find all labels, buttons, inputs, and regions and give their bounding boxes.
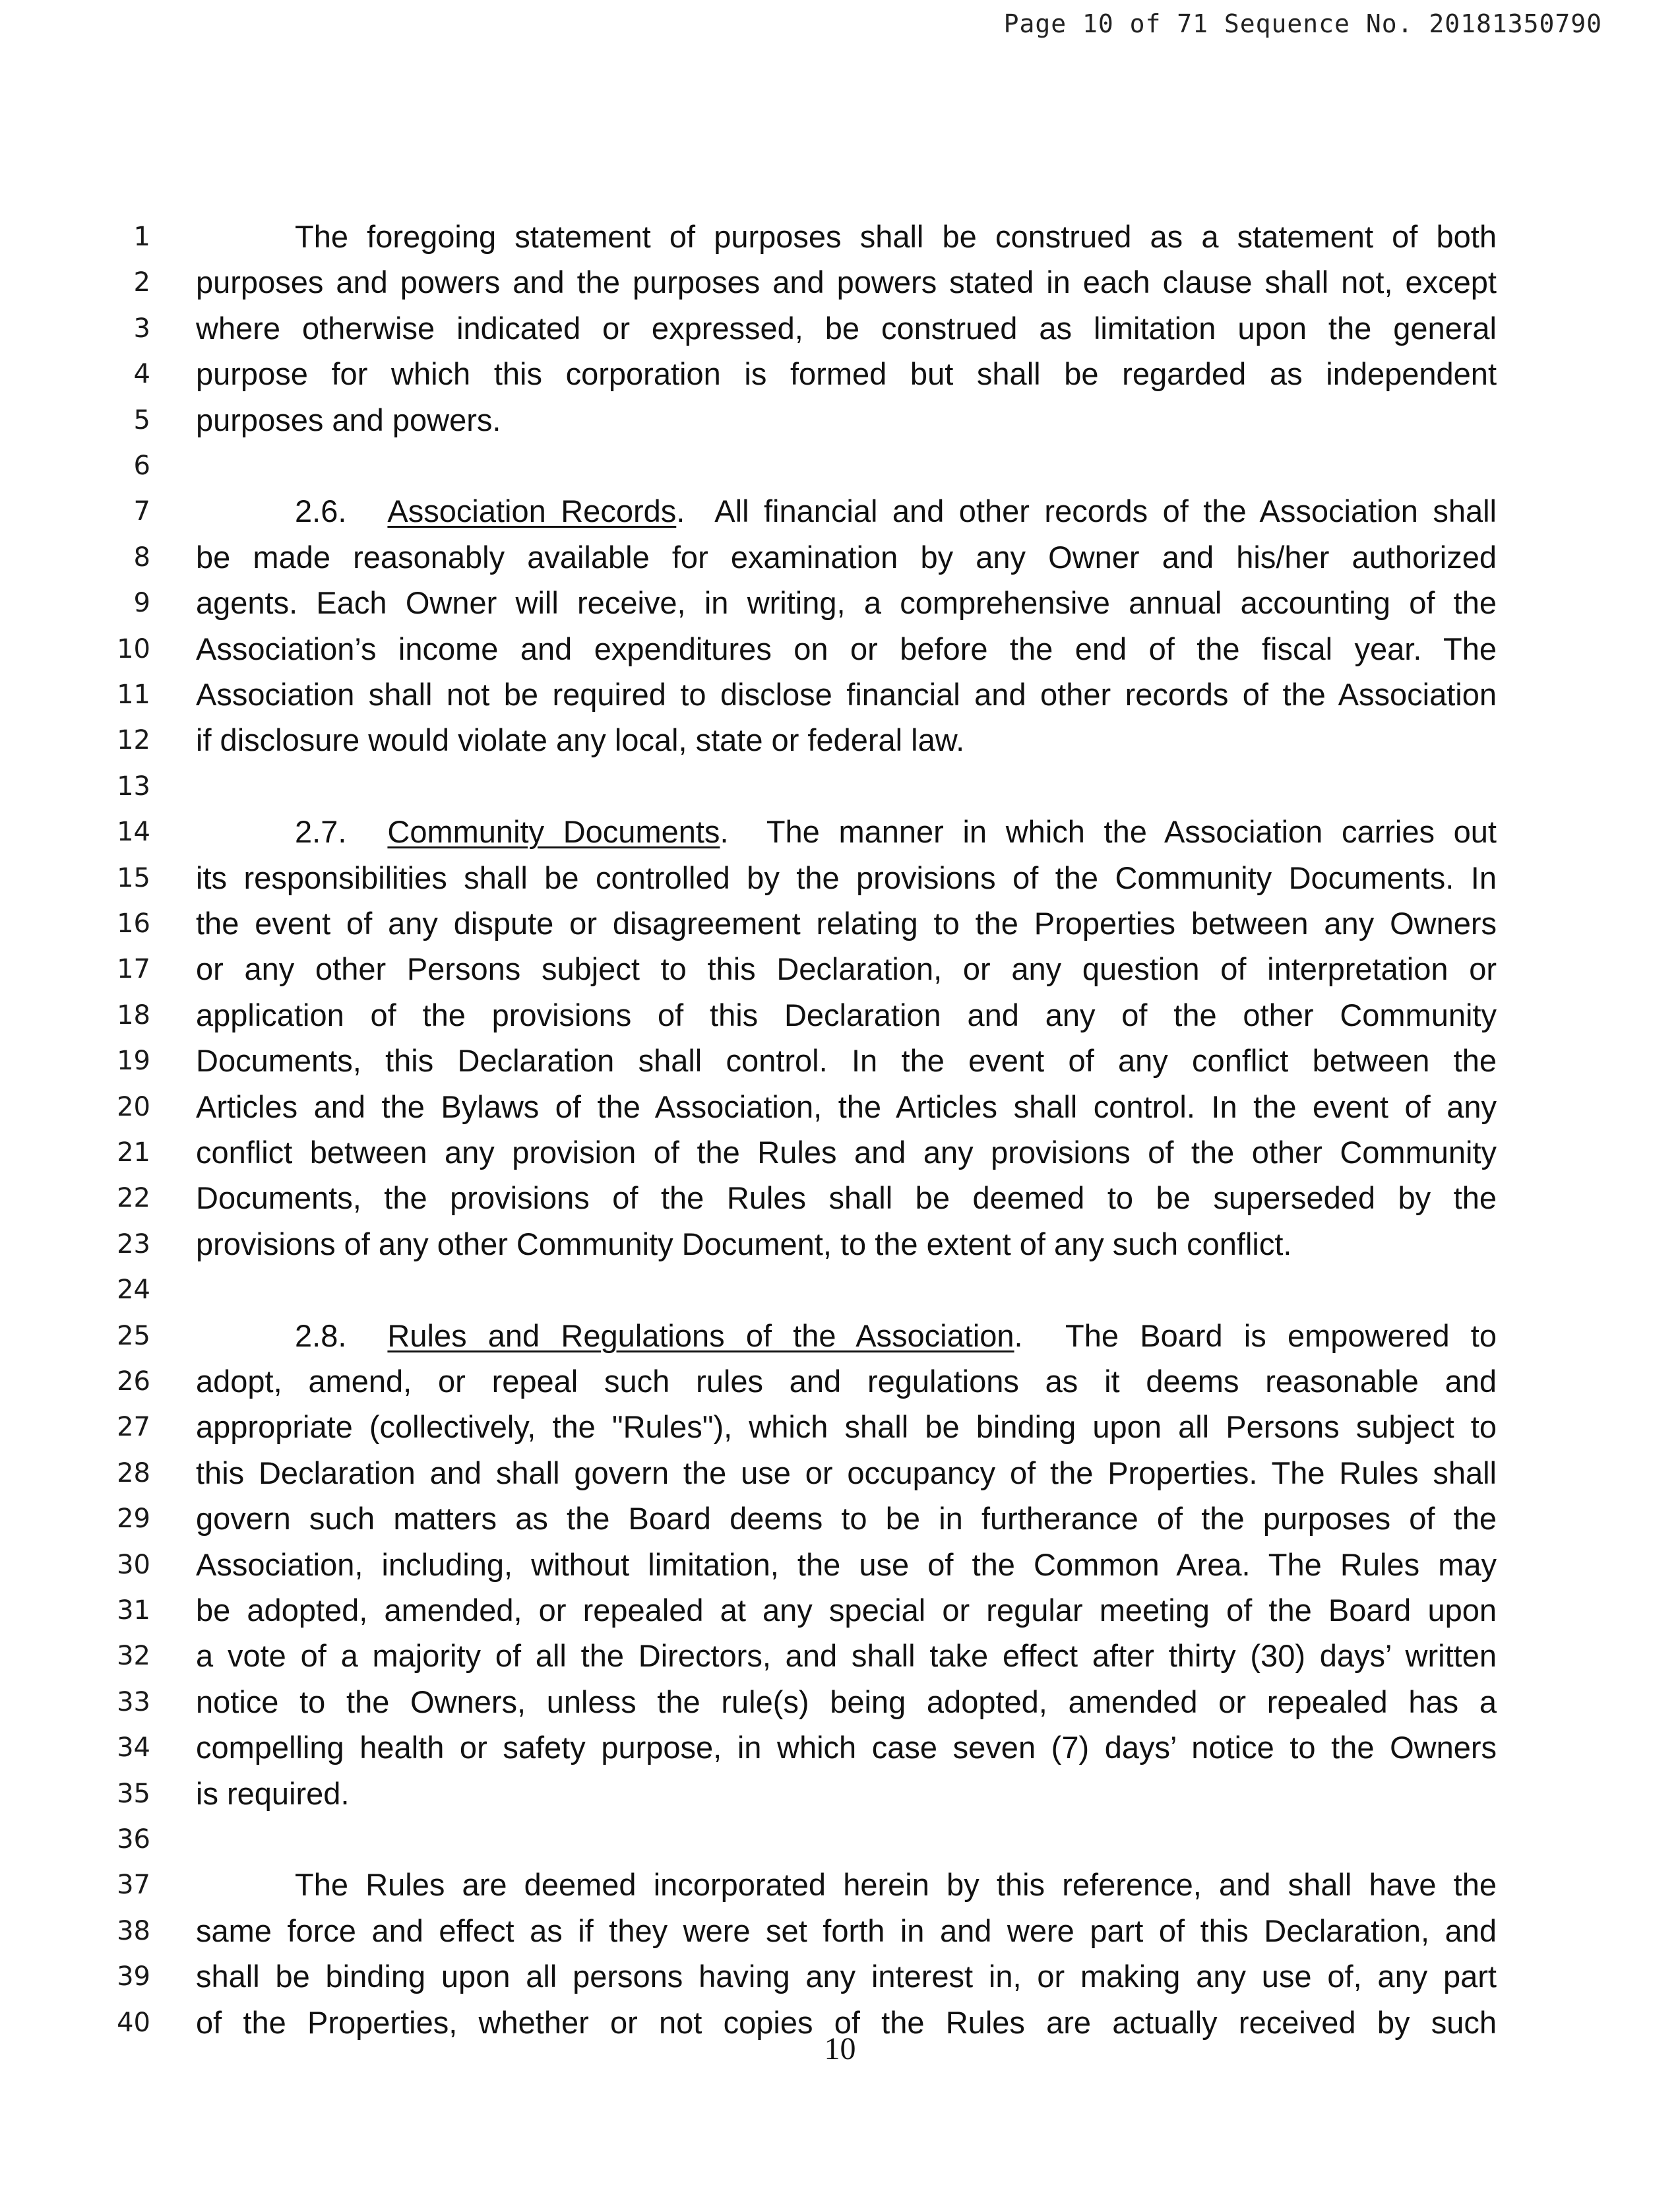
- document-line: [0, 1222, 1680, 1267]
- line-text: same force and effect as if they were set forth in and were part of this Declaration, and: [196, 1913, 1497, 1948]
- heading-period: .: [676, 493, 685, 529]
- line-text: adopt, amend, or repeal such rules and regulations as it deems reasonable and: [196, 1364, 1497, 1399]
- line-number: 17: [117, 954, 150, 985]
- document-line: [0, 1267, 1680, 1312]
- line-number: 33: [117, 1686, 150, 1717]
- line-number: 29: [117, 1504, 150, 1535]
- document-line: [0, 764, 1680, 809]
- line-number: 25: [117, 1320, 150, 1351]
- line-text: shall be binding upon all persons having any interest in, or making any use of, any part: [196, 1959, 1497, 1994]
- document-line: [0, 1314, 1680, 1358]
- line-text: where otherwise indicated or expressed, be construed as limitation upon the general: [196, 310, 1497, 346]
- line-number: 40: [117, 2007, 150, 2038]
- document-line: [0, 535, 1680, 580]
- document-line: [0, 1496, 1680, 1541]
- line-text: purposes and powers.: [196, 402, 501, 437]
- line-number: 35: [117, 1778, 150, 1809]
- line-text: a vote of a majority of all the Directors, and shall take effect after thirty (30) days’ written: [196, 1638, 1497, 1674]
- document-line: [0, 856, 1680, 901]
- line-number: 21: [117, 1137, 150, 1168]
- heading-period: .: [720, 814, 729, 850]
- document-line: [0, 718, 1680, 763]
- document-line: [0, 1862, 1680, 1907]
- line-text: agents. Each Owner will receive, in writing, a comprehensive annual accounting of the: [196, 585, 1497, 621]
- document-line: [0, 1817, 1680, 1862]
- section-heading: Association Records: [387, 493, 677, 529]
- heading-period: .: [1014, 1318, 1023, 1353]
- line-text: [295, 1314, 1497, 1358]
- section-heading: Community Documents: [387, 814, 720, 850]
- line-text: purpose for which this corporation is formed but shall be regarded as independent: [196, 356, 1497, 392]
- document-line: [0, 1405, 1680, 1449]
- line-text: conflict between any provision of the Rules and any provisions of the other Community: [196, 1135, 1497, 1170]
- document-line: [0, 1588, 1680, 1633]
- line-number: 23: [117, 1228, 150, 1259]
- line-text: the event of any dispute or disagreement relating to the Properties between any Owners: [196, 906, 1497, 941]
- line-number: 16: [117, 908, 150, 939]
- line-text: of the Properties, whether or not copies of the Rules are actually received by such: [196, 2004, 1497, 2040]
- line-text: Association’s income and expenditures on or before the end of the fiscal year. The: [196, 631, 1497, 666]
- section-number: 2.6.: [295, 493, 347, 529]
- document-line: [0, 214, 1680, 259]
- line-text: Association, including, without limitation, the use of the Common Area. The Rules may: [196, 1546, 1497, 1582]
- document-line: [0, 1359, 1680, 1404]
- line-number: 36: [117, 1824, 150, 1855]
- document-line: [0, 1176, 1680, 1221]
- document-line: [0, 993, 1680, 1038]
- line-text: be adopted, amended, or repealed at any special or regular meeting of the Board upon: [196, 1593, 1497, 1628]
- line-number: 2: [133, 267, 150, 298]
- document-line: [0, 1680, 1680, 1725]
- line-text: be made reasonably available for examination by any Owner and his/her authorized: [196, 539, 1497, 575]
- document-line: [0, 1771, 1680, 1816]
- line-number: 31: [117, 1595, 150, 1626]
- document-line: [0, 581, 1680, 625]
- line-number: 39: [117, 1961, 150, 1992]
- line-number: 24: [117, 1275, 150, 1306]
- line-number: 20: [117, 1091, 150, 1122]
- document-line: [0, 1725, 1680, 1770]
- line-number: 18: [117, 1000, 150, 1031]
- document-line: [0, 1954, 1680, 1999]
- document-line: [0, 443, 1680, 488]
- section-number: 2.8.: [295, 1318, 347, 1353]
- line-number: 37: [117, 1870, 150, 1901]
- line-number: 19: [117, 1046, 150, 1077]
- line-number: 5: [133, 404, 150, 435]
- document-line: [0, 1451, 1680, 1496]
- document-line: [0, 1038, 1680, 1083]
- line-number: 38: [117, 1915, 150, 1946]
- line-number: 10: [117, 633, 150, 664]
- line-number: 1: [133, 222, 150, 252]
- line-text: is required.: [196, 1775, 350, 1811]
- document-line: [0, 1634, 1680, 1678]
- line-text: The Rules are deemed incorporated herein by this reference, and shall have the: [295, 1867, 1497, 1903]
- line-number: 4: [133, 359, 150, 390]
- line-text: compelling health or safety purpose, in which case seven (7) days’ notice to the Owners: [196, 1730, 1497, 1765]
- document-line: [0, 901, 1680, 946]
- line-number: 34: [117, 1732, 150, 1763]
- line-number: 27: [117, 1412, 150, 1443]
- line-text: [295, 489, 1497, 534]
- line-number: 7: [133, 496, 150, 527]
- line-number: 12: [117, 725, 150, 756]
- line-text: [295, 810, 1497, 854]
- line-text: notice to the Owners, unless the rule(s) being adopted, amended or repealed has a: [196, 1684, 1497, 1719]
- document-line: [0, 1130, 1680, 1175]
- line-text: purposes and powers and the purposes and powers stated in each clause shall not, except: [196, 265, 1497, 300]
- line-number: 3: [133, 313, 150, 344]
- line-text: its responsibilities shall be controlled by the provisions of the Community Documents. In: [196, 860, 1497, 895]
- line-number: 22: [117, 1183, 150, 1214]
- line-text: provisions of any other Community Document, to the extent of any such conflict.: [196, 1226, 1292, 1261]
- section-number: 2.7.: [295, 814, 347, 850]
- line-body-text: The manner in which the Association carries out: [766, 814, 1497, 850]
- document-line: [0, 398, 1680, 443]
- line-text: application of the provisions of this Declaration and any of the other Community: [196, 997, 1497, 1032]
- document-line: [0, 672, 1680, 717]
- document-line: [0, 489, 1680, 534]
- page-sequence-header: Page 10 of 71 Sequence No. 20181350790: [1003, 9, 1602, 38]
- page-number: 10: [824, 2031, 856, 2066]
- line-text: The foregoing statement of purposes shall be construed as a statement of both: [295, 219, 1497, 254]
- line-number: 8: [133, 542, 150, 573]
- line-text: Articles and the Bylaws of the Association, the Articles shall control. In the event of any: [196, 1089, 1497, 1124]
- document-line: [0, 1909, 1680, 1953]
- line-text: Documents, this Declaration shall control. In the event of any conflict between the: [196, 1043, 1497, 1079]
- line-number: 13: [117, 771, 150, 802]
- line-body-text: The Board is empowered to: [1065, 1318, 1497, 1353]
- document-line: [0, 947, 1680, 992]
- line-number: 9: [133, 588, 150, 619]
- line-text: or any other Persons subject to this Declaration, or any question of interpretation or: [196, 951, 1497, 987]
- document-line: [0, 810, 1680, 854]
- line-number: 15: [117, 862, 150, 893]
- line-text: Association shall not be required to disclose financial and other records of the Association: [196, 677, 1497, 712]
- section-heading: Rules and Regulations of the Association: [387, 1318, 1014, 1353]
- document-line: [0, 352, 1680, 397]
- line-number: 11: [117, 680, 150, 710]
- document-line: [0, 1542, 1680, 1587]
- document-line: [0, 1085, 1680, 1129]
- line-body-text: All financial and other records of the Association shall: [714, 493, 1497, 529]
- line-number: 26: [117, 1366, 150, 1397]
- line-number: 14: [117, 817, 150, 848]
- document-line: [0, 627, 1680, 672]
- document-line: [0, 260, 1680, 305]
- line-text: Documents, the provisions of the Rules shall be deemed to be superseded by the: [196, 1180, 1497, 1216]
- line-number: 30: [117, 1549, 150, 1580]
- line-text: appropriate (collectively, the "Rules"), which shall be binding upon all Persons subject to: [196, 1409, 1497, 1445]
- document-line: [0, 306, 1680, 351]
- line-text: govern such matters as the Board deems to be in furtherance of the purposes of the: [196, 1501, 1497, 1537]
- line-number: 32: [117, 1641, 150, 1672]
- line-number: 6: [133, 451, 150, 481]
- line-text: if disclosure would violate any local, state or federal law.: [196, 722, 965, 758]
- line-number: 28: [117, 1457, 150, 1488]
- line-text: this Declaration and shall govern the use or occupancy of the Properties. The Rules shall: [196, 1455, 1497, 1490]
